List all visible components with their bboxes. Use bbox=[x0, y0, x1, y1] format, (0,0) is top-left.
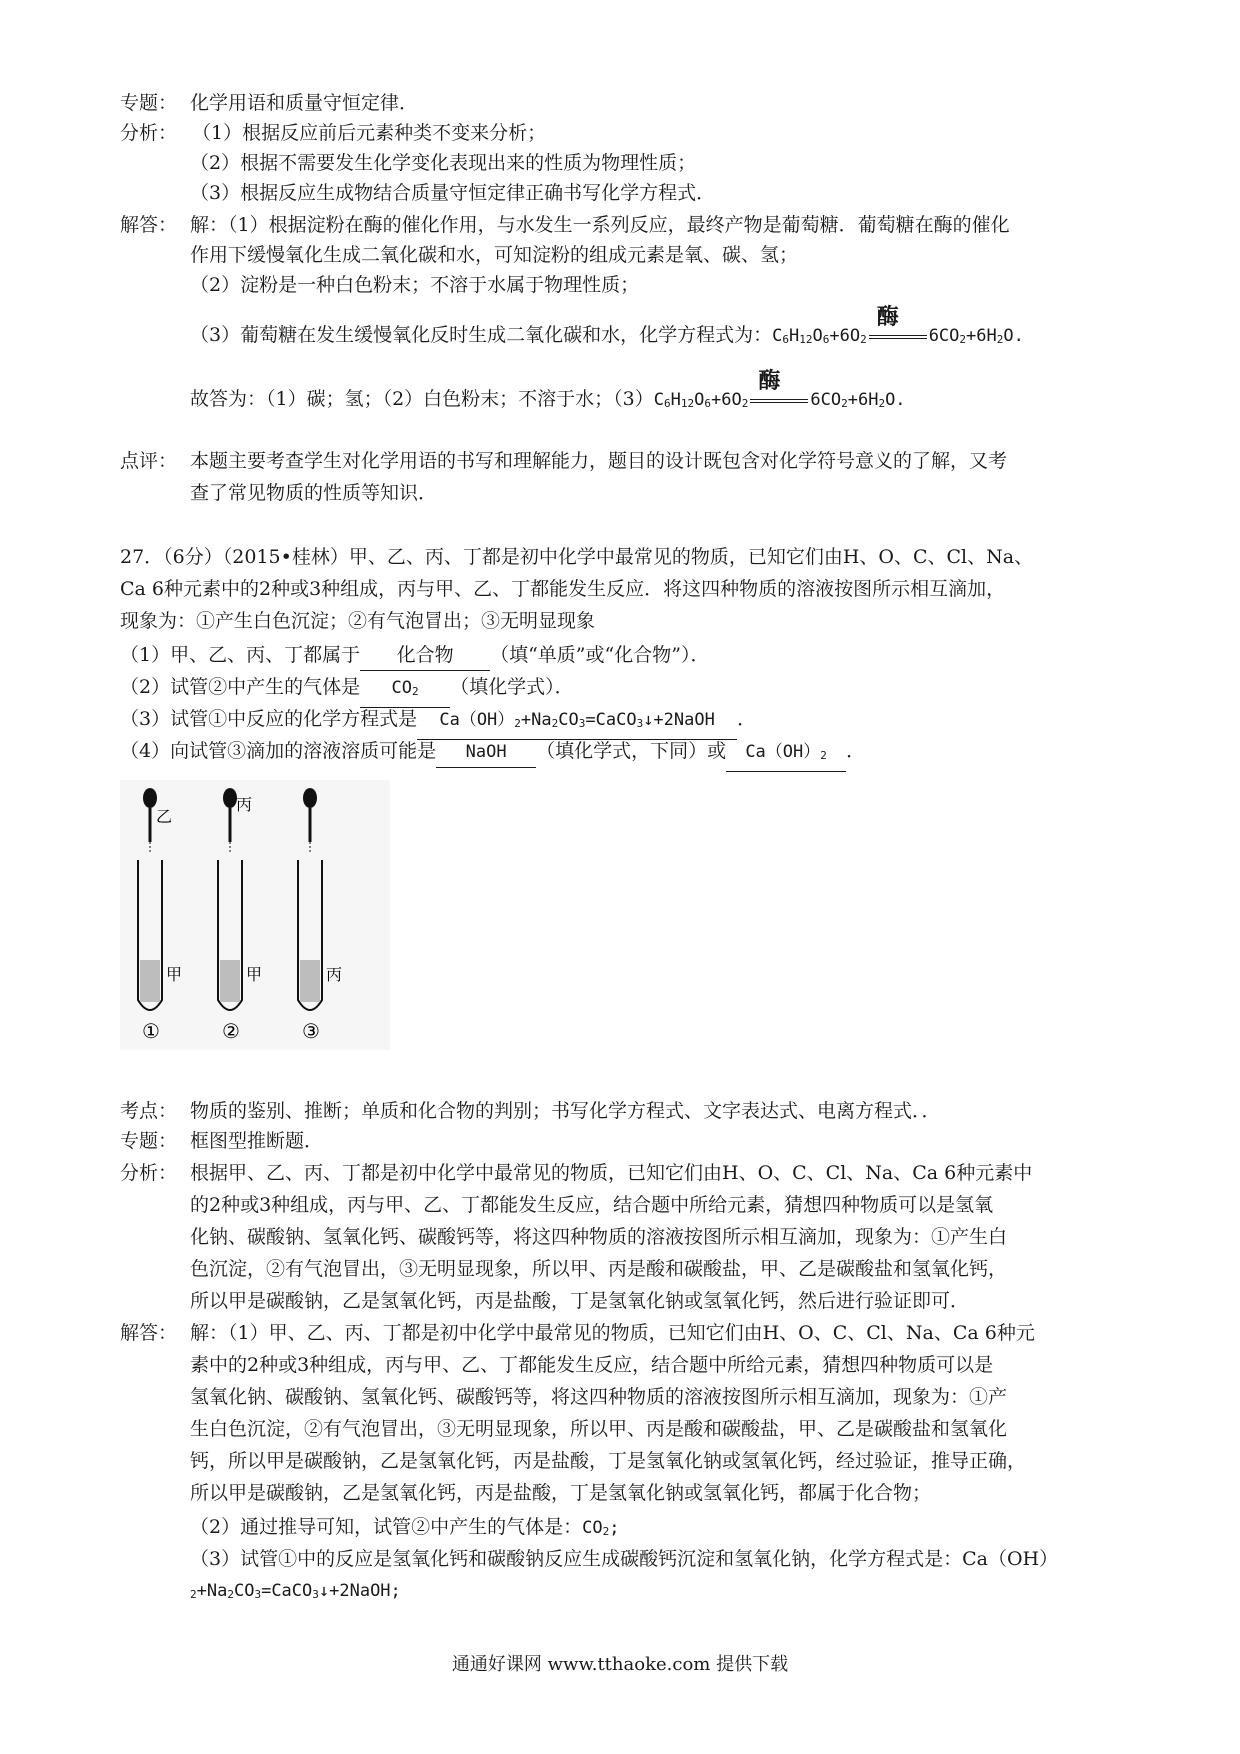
topic-label: 专题： bbox=[120, 92, 178, 114]
page-footer: 通通好课网 www.tthaoke.com 提供下载 bbox=[451, 1654, 789, 1675]
comment-label: 点评： bbox=[120, 450, 178, 472]
solution-27-line-4: 生白色沉淀，②有气泡冒出，③无明显现象，所以甲、丙是酸和碳酸盐，甲、乙是碳酸盐和氢氧化 bbox=[190, 1418, 1008, 1440]
q27-part-2-answer: $CO_2$ bbox=[360, 673, 450, 708]
q27-line-1: 27．（6分）（2015•桂林）甲、乙、丙、丁都是初中化学中最常见的物质，已知它们由H、O、C、Cl、Na、 bbox=[120, 546, 1034, 568]
answer-equation-rhs: $6CO_2+6H_2O$. bbox=[810, 390, 906, 410]
q27-part-2 bbox=[120, 672, 1130, 708]
dropper-label-2: 丙 bbox=[236, 795, 253, 814]
topic-27-label: 专题： bbox=[120, 1130, 178, 1152]
answer-catalyst-label: 酶 bbox=[758, 368, 781, 394]
dropper-label-1: 乙 bbox=[156, 807, 173, 826]
comment-line-1: 本题主要考查学生对化学用语的书写和理解能力，题目的设计既包含对化学符号意义的了解，又考 bbox=[190, 450, 1008, 472]
solution-27-line-3: 氢氧化钠、碳酸钠、氢氧化钙、碳酸钙等，将这四种物质的溶液按图所示相互滴加，现象为：①产 bbox=[190, 1386, 1008, 1408]
answer-equation-lhs: $C_6H_{12}O_6+6O_2$ bbox=[653, 390, 749, 410]
solution-27-part-3: （3）试管①中的反应是氢氧化钙和碳酸钠反应生成碳酸钙沉淀和氢氧化钠，化学方程式是：Ca（OH） bbox=[190, 1548, 1059, 1570]
q27-line-3: 现象为：①产生白色沉淀；②有气泡冒出；③无明显现象 bbox=[120, 610, 596, 632]
analysis-27-line-5: 所以甲是碳酸钠，乙是氢氧化钙，丙是盐酸，丁是氢氧化钠或氢氧化钙，然后进行验证即可． bbox=[190, 1290, 970, 1312]
q27-line-2: Ca 6种元素中的2种或3种组成，丙与甲、乙、丁都能发生反应．将这四种物质的溶液按图所示相互滴加， bbox=[120, 578, 1006, 600]
answer-line bbox=[190, 368, 1130, 419]
test-tube-diagram bbox=[120, 780, 390, 1050]
solution-line-4-text: （3）葡萄糖在发生缓慢氧化反时生成二氧化碳和水，化学方程式为： bbox=[190, 324, 773, 346]
tube-group-3 bbox=[298, 788, 342, 1043]
q27-part-3: （3）试管①中反应的化学方程式是 $Ca(OH)_2+Na_2CO_3=CaCO_3↓+2NaOH$ ． bbox=[120, 704, 1130, 740]
q27-part-2-hint: （填化学式）． bbox=[450, 676, 574, 698]
solution-27-part-2-gas: $CO_2$; bbox=[582, 1518, 620, 1538]
tube-group-1 bbox=[138, 788, 182, 1043]
solution-line-4 bbox=[190, 304, 1130, 355]
answer-text: 故答为：（1）碳；氢；（2）白色粉末；不溶于水；（3） bbox=[190, 388, 654, 410]
q27-part-1 bbox=[120, 640, 1130, 671]
analysis-27-line-2: 的2种或3种组成，丙与甲、乙、丁都能发生反应，结合题中所给元素，猜想四种物质可以是氢氧 bbox=[190, 1194, 994, 1216]
q27-part-3-answer: $Ca(OH)_2+Na_2CO_3=CaCO_3↓+2NaOH$ bbox=[417, 705, 737, 740]
solution-27-line-5: 钙，所以甲是碳酸钠，乙是氢氧化钙，丙是盐酸，丁是氢氧化钠或氢氧化钙，经过验证，推导正确， bbox=[190, 1450, 1027, 1472]
topic-text: 化学用语和质量守恒定律． bbox=[190, 92, 419, 114]
solution-line-2: 作用下缓慢氧化生成二氧化碳和水，可知淀粉的组成元素是氧、碳、氢； bbox=[190, 244, 799, 266]
answer-reaction-arrow bbox=[748, 368, 810, 412]
solution-27-line-2: 素中的2种或3种组成，丙与甲、乙、丁都能发生反应，结合题中所给元素，猜想四种物质可以是 bbox=[190, 1354, 994, 1376]
liquid-label-2: 甲 bbox=[246, 965, 263, 984]
q27-part-2-prompt: （2）试管②中产生的气体是 bbox=[120, 676, 361, 698]
solution-27-part-2 bbox=[190, 1512, 1130, 1547]
comment-line-2: 查了常见物质的性质等知识． bbox=[190, 482, 438, 504]
analysis-27-line-1: 根据甲、乙、丙、丁都是初中化学中最常见的物质，已知它们由H、O、C、Cl、Na、Ca 6种元素中 bbox=[190, 1162, 1033, 1184]
dropper-bulb-2-icon bbox=[223, 788, 237, 808]
reaction-arrow bbox=[867, 304, 929, 348]
q27-part-1-answer: 化合物 bbox=[360, 640, 490, 671]
solution-27-label: 解答： bbox=[120, 1322, 178, 1344]
test-tube-figure bbox=[120, 780, 390, 1050]
tube-number-2: ② bbox=[222, 1019, 240, 1043]
solution-27-part-2-text: （2）通过推导可知，试管②中产生的气体是： bbox=[190, 1516, 583, 1538]
analysis-item-3: （3）根据反应生成物结合质量守恒定律正确书写化学方程式． bbox=[190, 182, 716, 204]
q27-part-4 bbox=[120, 736, 1130, 772]
solution-27-line-6: 所以甲是碳酸钠，乙是氢氧化钙，丙是盐酸，丁是氢氧化钠或氢氧化钙，都属于化合物； bbox=[190, 1482, 932, 1504]
kaodian-text: 物质的鉴别、推断；单质和化合物的判别；书写化学方程式、文字表达式、电离方程式．． bbox=[190, 1100, 941, 1122]
solution-27-line-1: 解：（1）甲、乙、丙、丁都是初中化学中最常见的物质，已知它们由H、O、C、Cl、Na、Ca 6种元 bbox=[190, 1322, 1035, 1344]
topic-27-text: 框图型推断题． bbox=[190, 1130, 324, 1152]
dropper-bulb-1-icon bbox=[143, 788, 157, 808]
catalyst-label: 酶 bbox=[876, 304, 899, 330]
q27-part-4-hint: （填化学式，下同）或 bbox=[536, 740, 727, 762]
tube-number-3: ③ bbox=[302, 1019, 320, 1043]
glucose-equation-rhs: $6CO_2+6H_2O$. bbox=[928, 326, 1024, 346]
dropper-bulb-3-icon bbox=[303, 788, 317, 808]
tube-group-2 bbox=[218, 788, 262, 1043]
q27-part-3-prompt: （3）试管①中反应的化学方程式是 bbox=[120, 708, 418, 730]
solution-label: 解答： bbox=[120, 214, 178, 236]
q27-part-4-answer-2: $Ca(OH)_2$ bbox=[726, 737, 846, 772]
analysis-27-line-3: 化钠、碳酸钠、氢氧化钙、碳酸钙等，将这四种物质的溶液按图所示相互滴加，现象为：①产生白 bbox=[190, 1226, 1008, 1248]
solution-27-part-3-equation: $_2+Na_2CO_3=CaCO_3↓+2NaOH$; bbox=[190, 1581, 401, 1601]
q27-part-1-hint: （填“单质”或“化合物”）． bbox=[490, 644, 710, 666]
analysis-item-1: （1）根据反应前后元素种类不变来分析； bbox=[192, 122, 547, 144]
analysis-label: 分析： bbox=[120, 122, 178, 144]
analysis-item-2: （2）根据不需要发生化学变化表现出来的性质为物理性质； bbox=[190, 152, 697, 174]
solution-line-1: 解：（1）根据淀粉在酶的催化作用，与水发生一系列反应，最终产物是葡萄糖．葡萄糖在酶的催化 bbox=[190, 214, 1010, 236]
solution-line-3: （2）淀粉是一种白色粉末；不溶于水属于物理性质； bbox=[190, 274, 640, 296]
kaodian-label: 考点： bbox=[120, 1100, 178, 1122]
liquid-label-3: 丙 bbox=[326, 965, 343, 984]
liquid-label-1: 甲 bbox=[166, 965, 183, 984]
tube-number-1: ① bbox=[142, 1019, 160, 1043]
glucose-equation-lhs: $C_6H_{12}O_6+6O_2$ bbox=[772, 326, 867, 346]
q27-part-4-end: ． bbox=[846, 740, 866, 762]
analysis-27-line-4: 色沉淀，②有气泡冒出，③无明显现象，所以甲、丙是酸和碳酸盐，甲、乙是碳酸盐和氢氧化钙， bbox=[190, 1258, 1008, 1280]
analysis-27-label: 分析： bbox=[120, 1162, 178, 1184]
q27-part-4-prompt: （4）向试管③滴加的溶液溶质可能是 bbox=[120, 740, 437, 762]
q27-part-4-answer-1: NaOH bbox=[436, 737, 536, 768]
q27-part-1-prompt: （1）甲、乙、丙、丁都属于 bbox=[120, 644, 361, 666]
